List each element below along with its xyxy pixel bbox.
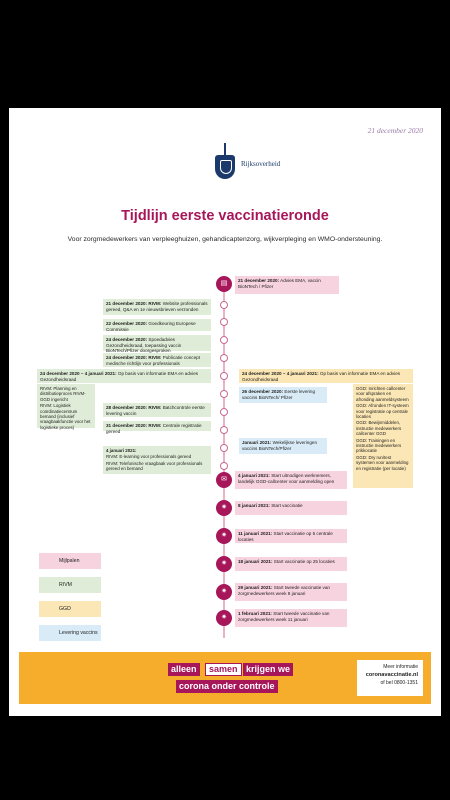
timeline-dot: [220, 354, 228, 362]
rivm-period-card: 24 december 2020 – 4 januari 2021: Op basis van informatie EMA en advies Gezondheidsraad: [37, 369, 211, 383]
list-item: RIVM: Telefonische vraagbaak voor professionals gereed en bemand: [106, 460, 203, 472]
virus-milestone-icon: ✷: [216, 556, 232, 572]
timeline-dot: [220, 426, 228, 434]
rivm-card: 24 december 2020: Spoedadvies Gezondheidsraad, toepassing vaccin BioNTech/Pfizer doorgesproken: [103, 335, 211, 351]
list-item: GGD: Afronden IT-systeem voor registratie op centrale locaties: [356, 403, 409, 420]
ggd-period-card: 24 december 2020 – 4 januari 2021: Op basis van informatie EMA en advies Gezondheidsraad: [239, 369, 413, 383]
rijksoverheid-logo: [213, 143, 237, 183]
timeline-dot: [220, 301, 228, 309]
milestone-card: 29 januari 2021: Start tweede vaccinatie van zorgmedewerkers week 8 januari: [235, 583, 347, 601]
ggd-task-list: [353, 384, 413, 488]
virus-milestone-icon: ✷: [216, 610, 232, 626]
timeline-dot: [220, 408, 228, 416]
slogan-word: corona onder controle: [176, 680, 278, 693]
document-page: [9, 108, 441, 716]
legend-item: Levering vaccins: [39, 625, 101, 643]
timeline-dot: [220, 372, 228, 380]
list-item: RIVM: E-learning voor professionals gereed: [106, 454, 192, 460]
slogan-word: samen: [205, 663, 242, 676]
delivery-card: Januari 2021: Wekelijkse leveringen vaccins BioNTech/Pfizer: [239, 438, 327, 454]
virus-milestone-icon: ✷: [216, 528, 232, 544]
milestone-card: 21 december 2020: Advies EMA, vaccin BioNTech / Pfizer: [235, 276, 339, 294]
rivm-card: 31 december 2020: RIVM: Centrale registratie gereed: [103, 421, 211, 431]
legend: [39, 553, 101, 649]
milestone-card: 8 januari 2021: Start vaccinatie: [235, 501, 347, 515]
list-item: RIVM: Logistiek coördinatiecentrum bemand (inclusief vraagbaakfunctie voor het logistieke proces): [40, 403, 91, 430]
document-milestone-icon: ▤: [216, 276, 232, 292]
slogan-word: alleen: [168, 663, 200, 676]
virus-milestone-icon: ✷: [216, 584, 232, 600]
list-item: GGD: Inrichten callcenter voor afspraken en afronding aanmeldsysteem: [356, 386, 409, 402]
milestone-card: 4 januari 2021: Start uitnodigen werknemers, landelijk GGD-callcenter voor aanmelding open: [235, 471, 347, 489]
rivm-card: 24 december 2020: RIVM: Publicatie concept medische richtlijn voor professionals: [103, 353, 211, 367]
rivm-card: 21 december 2020: RIVM: Website professionals gereed, Q&A en 1e nieuwsbrieven verzonden: [103, 299, 211, 315]
list-item: GGD: Trainingen en instructie medewerkers prikkocatie: [356, 437, 402, 454]
info-link[interactable]: coronavaccinatie.nl: [365, 672, 418, 678]
envelope-milestone-icon: ✉: [216, 472, 232, 488]
list-item: RIVM: Planning en distributieproces RIVM-GGD ingericht: [40, 386, 86, 402]
rivm-card: 22 december 2020: Goedkeuring Europese Commissie: [103, 319, 211, 331]
delivery-card: 26 december 2020: Eerste levering vaccins BioNTech/ Pfizer: [239, 387, 327, 403]
legend-item: RIVM: [39, 577, 101, 595]
page-title: Tijdlijn eerste vaccinatieronde: [121, 208, 329, 224]
page-subtitle: Voor zorgmedewerkers van verpleeghuizen, gehandicaptenzorg, wijkverpleging en WMO-ondersteuning.: [67, 236, 383, 243]
rivm-card: 28 december 2020: RIVM: Batchcontrole eerste levering vaccin: [103, 403, 211, 417]
timeline-dot: [220, 444, 228, 452]
timeline-dot: [220, 318, 228, 326]
timeline-dot: [220, 336, 228, 344]
milestone-card: 11 januari 2021: Start vaccinatie op 5 centrale locaties: [235, 529, 347, 543]
list-item: GGD: Bewijsmiddelen, instructie medewerkers callcenter GGD: [356, 420, 402, 437]
milestone-card: 18 januari 2021: Start vaccinatie op 25 locaties: [235, 557, 347, 571]
list-item: GGD: Dry run/test systemen voor aanmelding en registratie (per locatie): [356, 454, 409, 471]
info-box: Meer informatie coronavaccinatie.nl of bel 0800-1351: [357, 660, 423, 696]
milestone-card: 1 februari 2021: Start tweede vaccinatie van zorgmedewerkers week 11 januari: [235, 609, 347, 627]
crest-icon: [215, 155, 235, 179]
rivm-task-list: [37, 384, 95, 428]
rivm-card: 4 januari 2021: RIVM: E-learning voor professionals gereed RIVM: Telefonische vraagbaak voor professionals gereed en bemand: [103, 446, 211, 474]
slogan-word: krijgen we: [243, 663, 293, 676]
brand-name: Rijksoverheid: [241, 160, 281, 168]
document-date: 21 december 2020: [367, 126, 423, 135]
campaign-banner: [19, 652, 431, 704]
timeline-dot: [220, 390, 228, 398]
virus-milestone-icon: ✷: [216, 500, 232, 516]
timeline-dot: [220, 462, 228, 470]
legend-item: GGD: [39, 601, 101, 619]
legend-item: Mijlpalen: [39, 553, 101, 571]
